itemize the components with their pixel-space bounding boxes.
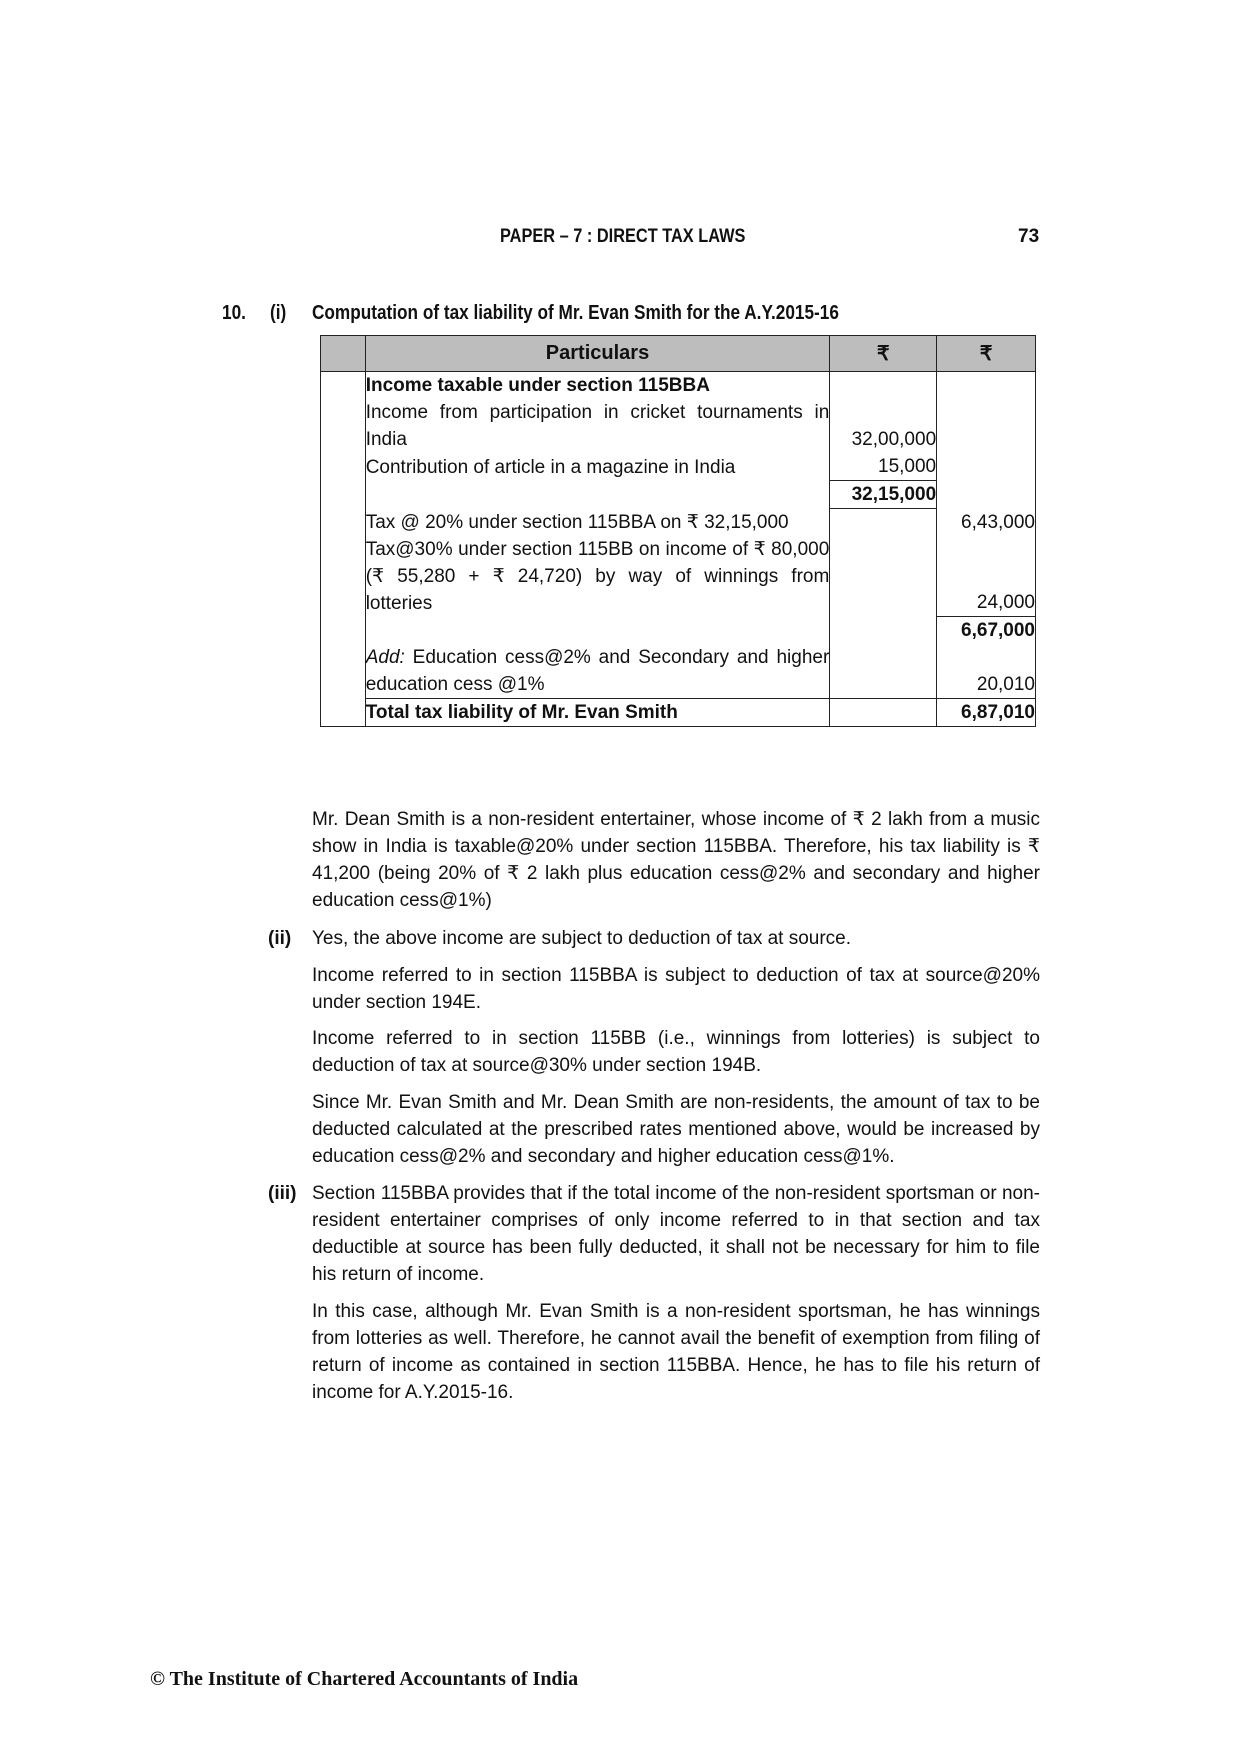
row-col2: [937, 481, 1036, 509]
table-header-particulars: Particulars: [365, 336, 830, 372]
paragraph-iii-2: In this case, although Mr. Evan Smith is a non-resident sportsman, he has winnings from lotteries as well. Therefore, he cannot avail the benefit of exemption from filing of return of income as contained in section 115BBA. Hence, he has to file his return of income for A.Y.2015-16.: [312, 1301, 1040, 1403]
paragraph-ii-4: Since Mr. Evan Smith and Mr. Dean Smith are non-residents, the amount of tax to be deducted calculated at the prescribed rates mentioned above, would be increased by education cess@2% and secondary and higher education cess@1%.: [312, 1092, 1040, 1167]
row-col2: 6,43,000: [937, 509, 1036, 536]
table-header-rupee-2: ₹: [937, 336, 1036, 372]
row-col1: 32,00,000: [830, 399, 937, 453]
paragraph-ii-3: Income referred to in section 115BB (i.e., winnings from lotteries) is subject to deduction of tax at source@30% under section 194B.: [312, 1028, 1040, 1076]
row-col1: [830, 372, 937, 400]
table-row: [321, 399, 1036, 453]
row-col1: [830, 644, 937, 699]
row-col1: [830, 699, 937, 727]
row-col2: [937, 399, 1036, 453]
row-col1: [830, 617, 937, 645]
table-row: [321, 372, 1036, 400]
table-header-rupee-1: ₹: [830, 336, 937, 372]
row-col2: 6,67,000: [937, 617, 1036, 645]
row-col2: [937, 372, 1036, 400]
part-iii-label: (iii): [268, 1183, 297, 1204]
paper-title: PAPER – 7 : DIRECT TAX LAWS: [500, 226, 746, 247]
row-particulars: Education cess@2% and Secondary and higher education cess @1%: [365, 647, 830, 695]
row-col2: [937, 453, 1036, 481]
table-header-row: [321, 336, 1036, 372]
part-i-label: (i): [270, 302, 287, 324]
row-col2: 6,87,010: [937, 699, 1036, 727]
table-row: [321, 509, 1036, 536]
paragraph-ii-1: Yes, the above income are subject to deduction of tax at source.: [312, 928, 852, 949]
row-particulars: Contribution of article in a magazine in India: [365, 453, 830, 481]
row-col1: 32,15,000: [830, 481, 937, 509]
table-row: [321, 644, 1036, 699]
table-header-blank: [321, 336, 366, 372]
table-row-total: [321, 699, 1036, 727]
row-particulars: Total tax liability of Mr. Evan Smith: [365, 699, 830, 727]
question-title: Computation of tax liability of Mr. Evan Smith for the A.Y.2015-16: [312, 302, 839, 324]
table-row: [321, 481, 1036, 509]
row-particulars: Tax@30% under section 115BB on income of ₹ 80,000 (₹ 55,280 + ₹ 24,720) by way of winnings from lotteries: [365, 536, 830, 617]
paragraph-dean-smith: Mr. Dean Smith is a non-resident entertainer, whose income of ₹ 2 lakh from a music show in India is taxable@20% under section 115BBA. Therefore, his tax liability is ₹ 41,200 (being 20% of ₹ 2 lakh plus education cess@2% and secondary and higher education cess@1%): [312, 809, 1040, 911]
table-row: [321, 617, 1036, 645]
table-row: [321, 453, 1036, 481]
question-number: 10.: [222, 302, 246, 324]
row-particulars: Income taxable under section 115BBA: [365, 372, 830, 400]
page-number: 73: [1018, 226, 1040, 247]
tax-computation-table: [320, 335, 1036, 727]
paragraph-iii-1: Section 115BBA provides that if the total income of the non-resident sportsman or non-resident entertainer comprises of only income referred to in that section and tax deductible at source has been fully deducted, it shall not be necessary for him to file his return of income.: [312, 1183, 1040, 1285]
row-particulars: Tax @ 20% under section 115BBA on ₹ 32,15,000: [365, 509, 830, 536]
paragraph-ii-2: Income referred to in section 115BBA is subject to deduction of tax at source@20% under section 194E.: [312, 965, 1040, 1013]
add-prefix: Add:: [365, 647, 405, 668]
row-particulars-add: [365, 644, 830, 699]
row-particulars: [365, 617, 830, 645]
row-col2: 20,010: [937, 644, 1036, 699]
row-col2: 24,000: [937, 536, 1036, 617]
part-ii-label: (ii): [268, 928, 292, 949]
row-particulars: Income from participation in cricket tournaments in India: [365, 399, 830, 453]
row-col1: [830, 536, 937, 617]
copyright-footer: © The Institute of Chartered Accountants of India: [150, 1668, 579, 1690]
table-row: [321, 536, 1036, 617]
row-particulars: [365, 481, 830, 509]
row-col1: 15,000: [830, 453, 937, 481]
row-col1: [830, 509, 937, 536]
